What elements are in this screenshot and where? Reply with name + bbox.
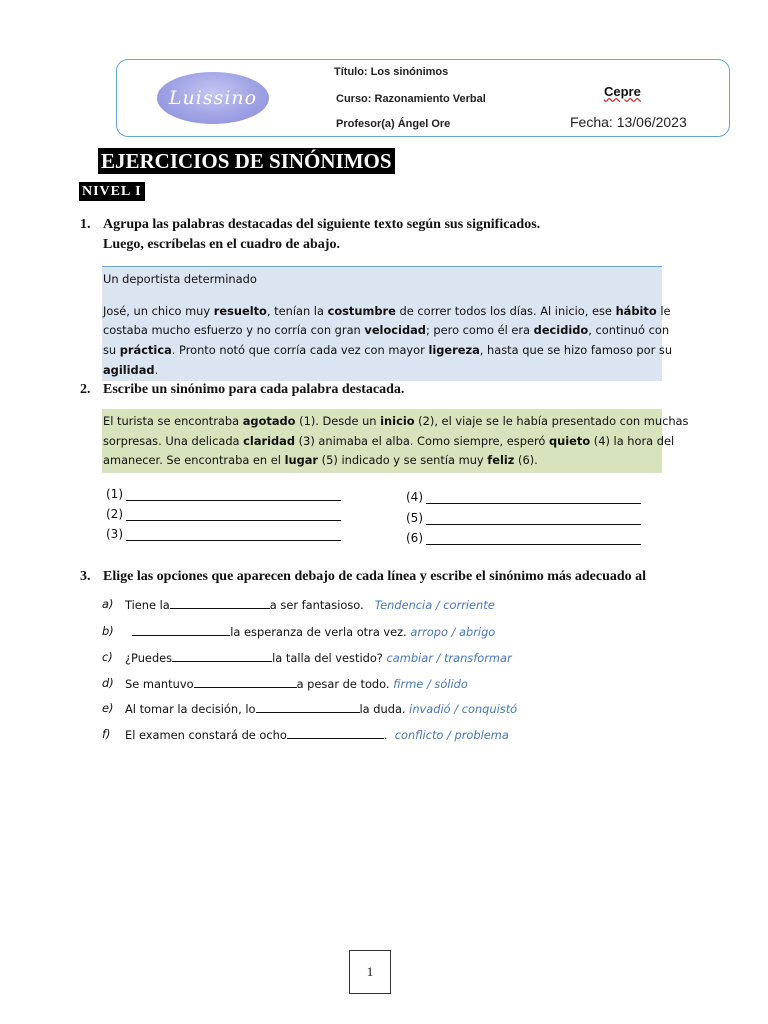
question-2-text: Escribe un sinónimo para cada palabra destacada.: [103, 382, 405, 397]
answer-blank-2[interactable]: (2): [106, 507, 123, 521]
answer-blank-4[interactable]: (4): [406, 490, 423, 504]
fill-blank[interactable]: [256, 701, 360, 713]
question-number: 1.: [80, 217, 91, 232]
fill-blank[interactable]: [287, 727, 384, 739]
paragraph-line: sorpresas. Una delicada claridad (3) animaba el alba. Como siempre, esperó quieto (4) la hora del: [103, 433, 675, 448]
fill-blank[interactable]: [172, 650, 272, 662]
answer-blank-3[interactable]: (3): [106, 527, 123, 541]
question-3-text: Elige las opciones que aparecen debajo de cada línea y escribe el sinónimo más adecuado al: [103, 569, 647, 584]
paragraph-line: José, un chico muy resuelto, tenían la costumbre de correr todos los días. Al inicio, ese hábito le: [103, 303, 671, 318]
page-number: 1: [366, 964, 374, 979]
question-1-line1: Agrupa las palabras destacadas del siguiente texto según sus significados.: [103, 217, 541, 232]
fill-blank[interactable]: [194, 676, 297, 688]
paragraph-line: costaba mucho esfuerzo y no corría con gran velocidad; pero como él era decidido, continuó con: [103, 323, 670, 338]
page-number-box: [349, 950, 391, 994]
fill-blank[interactable]: [132, 624, 230, 636]
fill-blank[interactable]: [170, 597, 270, 609]
text-box-green: [102, 409, 689, 473]
box-title: Un deportista determinado: [103, 272, 257, 286]
paragraph-line: El turista se encontraba agotado (1). Desde un inicio (2), el viaje se le había presentado con muchas: [103, 414, 689, 428]
paragraph-line: agilidad.: [103, 362, 159, 377]
answer-blank-5[interactable]: (5): [406, 511, 423, 525]
page-title: EJERCICIOS DE SINÓNIMOS: [98, 148, 395, 174]
logo-text: Luissino: [168, 87, 258, 109]
paragraph-line: su práctica. Pronto notó que corría cada vez con mayor ligereza, hasta que se hizo famoso por su: [103, 343, 673, 358]
header-course: Curso: Razonamiento Verbal: [336, 93, 486, 105]
header-teacher: Profesor(a) Ángel Ore: [336, 118, 451, 130]
header-date: Fecha: 13/06/2023: [570, 114, 687, 130]
school-logo: [157, 72, 269, 124]
paragraph-line: amanecer. Se encontraba en el lugar (5) indicado y se sentía muy feliz (6).: [103, 453, 538, 468]
answer-blank-6[interactable]: (6): [406, 531, 423, 545]
question-1-line2: Luego, escríbelas en el cuadro de abajo.: [103, 237, 340, 252]
level-label: NIVEL I: [79, 182, 145, 201]
question-number: 2.: [80, 382, 91, 397]
answer-blank-1[interactable]: (1): [106, 487, 123, 501]
text-box-blue: [102, 266, 673, 381]
question-number: 3.: [80, 569, 91, 584]
header-program: Cepre: [604, 84, 641, 99]
header-title: Título: Los sinónimos: [334, 66, 449, 78]
